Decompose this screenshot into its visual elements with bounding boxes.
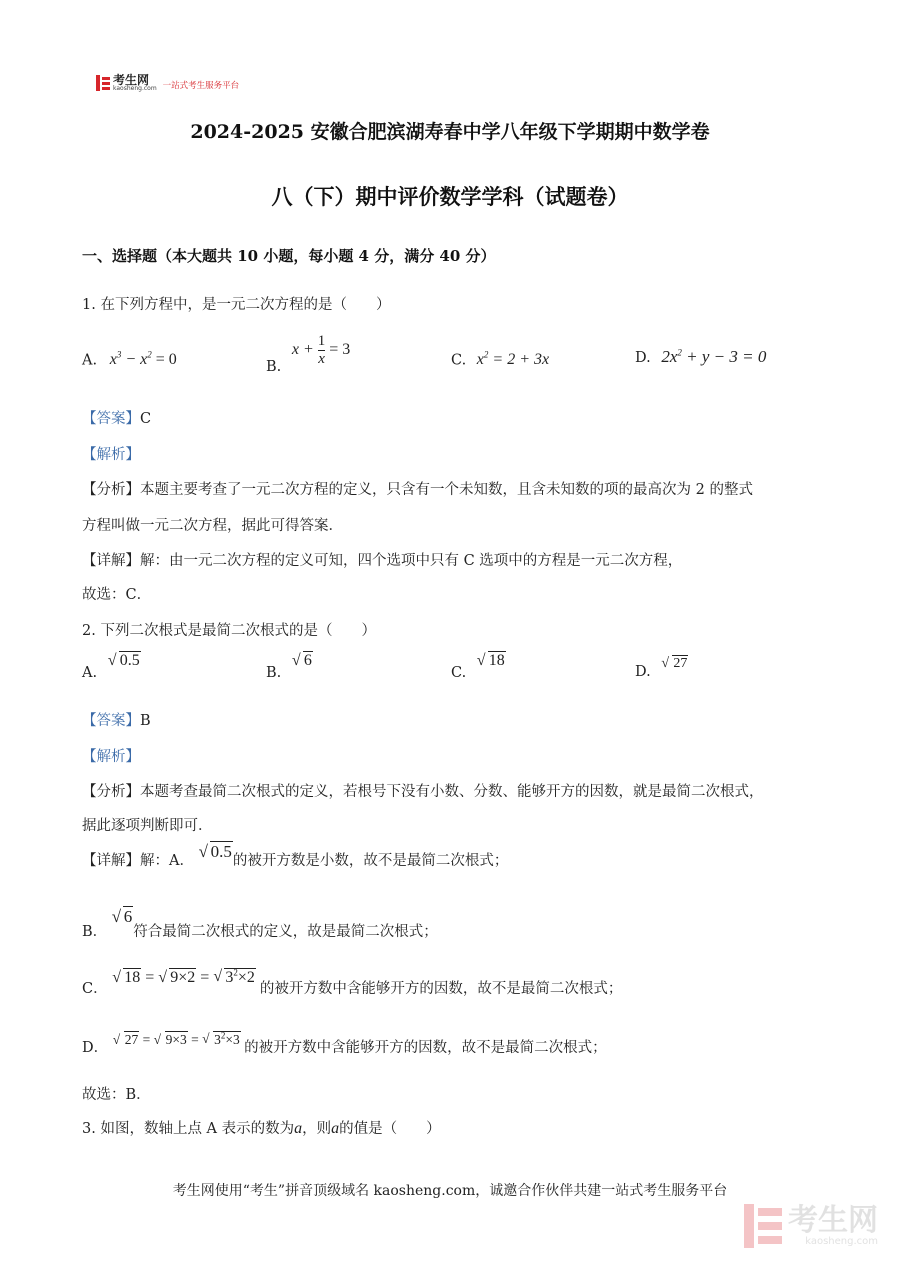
- q1-analysis-tag: 【解析】: [82, 447, 140, 463]
- q2-stem: 2. 下列二次根式是最简二次根式的是（ ）: [82, 623, 376, 639]
- q1-option-b-label: B.: [266, 358, 282, 375]
- q1-option-b-expr: x + $\frac{1}{x}$ = 3: [291, 333, 351, 367]
- q3-stem: 3. 如图，数轴上点 A 表示的数为a，则a的值是（ ）: [82, 1120, 441, 1137]
- document-subtitle: 八（下）期中评价数学学科（试题卷）: [271, 184, 629, 209]
- page-footer: 考生网使用“考生”拼音顶级域名 kaosheng.com，诚邀合作伙伴共建一站式考生服务平台: [172, 1183, 728, 1199]
- q2-option-a-expr: √ 0.5: [107, 652, 140, 669]
- q1-option-c-expr: $x^2 = 2 + 3x$: [476, 350, 550, 369]
- q2-option-d: [635, 655, 688, 680]
- q2-detail-d: D． √ 27 = √ 9×3 = √ $3^2\times 3$ 的被开方数中含能够开方的因数，故不是最简二次根式；: [82, 1030, 607, 1056]
- q1-option-c-label: C.: [451, 352, 467, 369]
- q2-option-c: [451, 652, 506, 681]
- q1-conclusion: 故选：C．: [82, 587, 152, 603]
- logo-icon: [96, 75, 110, 91]
- watermark: [744, 1204, 878, 1248]
- q1-stem: 1. 在下列方程中，是一元二次方程的是（ ）: [82, 297, 391, 313]
- q1-answer: 【答案】C: [82, 411, 152, 427]
- section-heading: 一、选择题（本大题共 10 小题，每小题 4 分，满分 40 分）: [82, 247, 496, 265]
- logo-domain: kaosheng.com: [113, 85, 157, 92]
- q1-option-a-label: A.: [82, 352, 98, 369]
- q1-analysis-line1: 【分析】本题主要考查了一元二次方程的定义，只含有一个未知数，且含未知数的项的最高次为 2 的整式: [82, 482, 753, 498]
- q2-analysis-tag: 【解析】: [82, 749, 140, 765]
- q2-detail-c: C． √ 18 = √ 9×2 = √ $3^2\times 2$ 的被开方数中含能够开方的因数，故不是最简二次根式；: [82, 967, 623, 997]
- q2-option-b-label: B.: [266, 665, 282, 681]
- q2-option-a-label: A.: [82, 665, 98, 681]
- document-title: 2024-2025 安徽合肥滨湖寿春中学八年级下学期期中数学卷: [190, 121, 710, 143]
- logo-name: 考生网: [113, 73, 150, 87]
- q2-detail-a: 【详解】解：A． √ 0.5的被开方数是小数，故不是最简二次根式；: [82, 842, 509, 869]
- q2-option-b-expr: √ 6: [291, 652, 312, 669]
- logo-slogan: 一站式考生服务平台: [162, 81, 240, 91]
- q2-answer: 【答案】B: [82, 713, 151, 729]
- q1-option-a-expr: $x^3 - x^2 = 0$: [109, 350, 177, 369]
- q2-option-c-label: C.: [451, 665, 467, 681]
- site-logo: [96, 72, 239, 94]
- q2-conclusion: 故选：B．: [82, 1087, 151, 1103]
- q2-option-d-expr: √ 27: [661, 656, 688, 671]
- q1-option-d: [635, 347, 766, 367]
- q2-analysis-line1: 【分析】本题考查最简二次根式的定义，若根号下没有小数、分数、能够开方的因数，就是最简二次根式，: [82, 784, 764, 800]
- q1-option-d-expr: $2x^2 + y - 3 = 0$: [661, 347, 767, 366]
- q1-option-b: [266, 333, 351, 375]
- q1-detail: 【详解】解：由一元二次方程的定义可知，四个选项中只有 C 选项中的方程是一元二次方程，: [82, 553, 683, 569]
- q2-detail-b: B． √ 6符合最简二次根式的定义，故是最简二次根式；: [82, 907, 438, 940]
- q2-option-d-label: D.: [635, 664, 651, 680]
- watermark-domain: kaosheng.com: [805, 1235, 878, 1247]
- q1-option-a: [82, 350, 177, 369]
- q2-option-b: [266, 652, 313, 681]
- q1-option-c: [451, 350, 549, 369]
- q2-analysis-line2: 据此逐项判断即可．: [82, 818, 213, 834]
- watermark-logo-icon: [744, 1204, 782, 1248]
- q1-option-d-label: D.: [635, 350, 651, 366]
- q2-option-a: [82, 652, 141, 681]
- watermark-name: 考生网: [788, 1202, 878, 1238]
- q1-analysis-line2: 方程叫做一元二次方程，据此可得答案．: [82, 518, 343, 534]
- q2-option-c-expr: √ 18: [476, 652, 505, 669]
